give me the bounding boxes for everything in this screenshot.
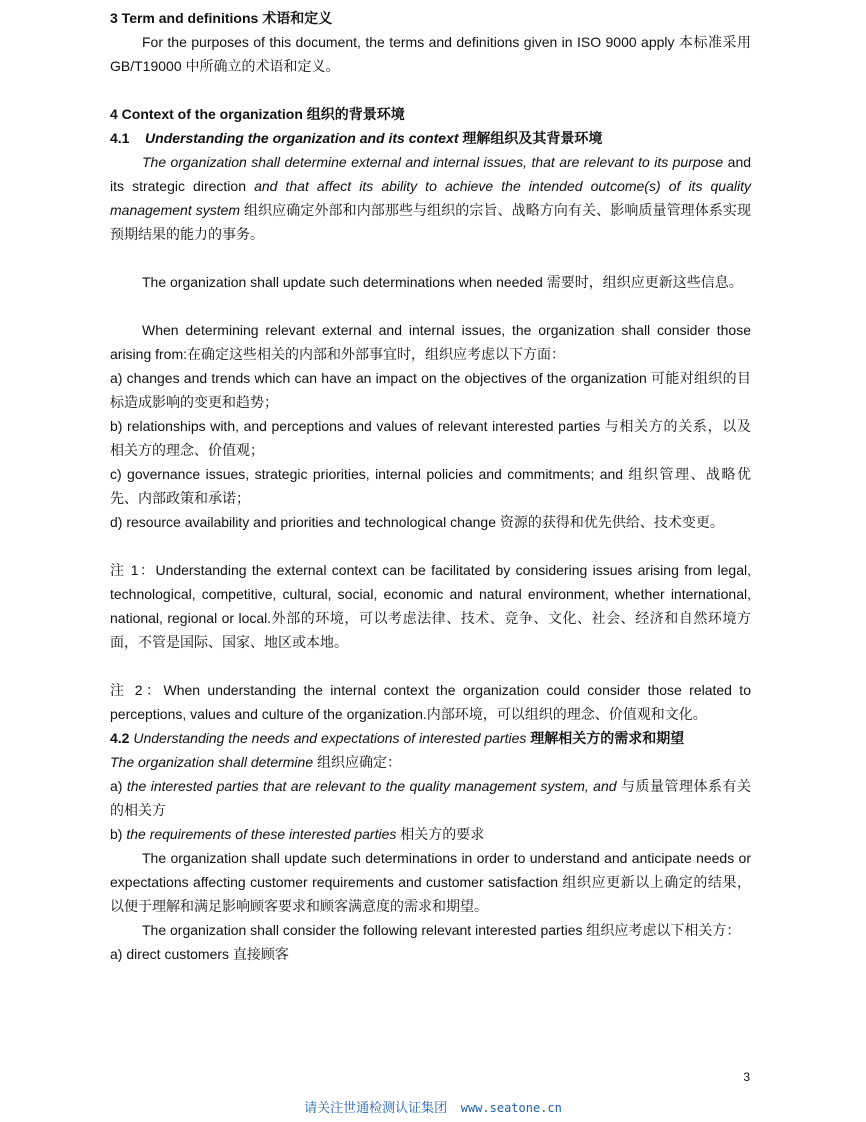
p1-part-a: The organization shall determine external and internal issues, that are relevant to its purpose — [142, 154, 724, 170]
section-4-2-title-zh: 理解相关方的需求和期望 — [530, 730, 685, 746]
list-item-b: b) relationships with, and perceptions and values of relevant interested parties 与相关方的关系，以及相关方的理念、价值观； — [110, 418, 751, 458]
section-4-2-item-b — [110, 822, 751, 846]
section-4-heading: 4 Context of the organization 组织的背景环境 — [110, 106, 405, 122]
section-3-paragraph: For the purposes of this document, the terms and definitions given in ISO 9000 apply 本标准采用 GB/T19000 中所确立的术语和定义。 — [110, 34, 751, 74]
item-a-label: a) — [110, 778, 123, 794]
section-4-2-direct-customers: a) direct customers 直接顾客 — [110, 946, 289, 962]
section-4-2-title-en: Understanding the needs and expectations of interested parties — [133, 730, 527, 746]
document-page — [110, 6, 751, 966]
footer-url[interactable]: www.seatone.cn — [460, 1101, 562, 1115]
item-a-zh: 与质量管理体系有关的相关方 — [110, 778, 752, 818]
section-4-1-paragraph-3: When determining relevant external and internal issues, the organization shall consider those arising from:在确定这些相关的内部和外部事宜时，组织应考虑以下方面： — [110, 322, 751, 362]
section-4-2-heading — [110, 726, 751, 750]
section-4-1-title-zh: 理解组织及其背景环境 — [462, 130, 603, 146]
page-footer — [0, 1097, 866, 1116]
list-item-c: c) governance issues, strategic priorities, internal policies and commitments; and 组织管理、战略优先、内部政策和承诺； — [110, 466, 751, 506]
list-item-a: a) changes and trends which can have an impact on the objectives of the organization 可能对组织的目标造成影响的变更和趋势； — [110, 370, 751, 410]
item-b-en: the requirements of these interested parties — [126, 826, 397, 842]
section-4-2-consider-paragraph: The organization shall consider the following relevant interested parties 组织应考虑以下相关方： — [142, 922, 741, 938]
p1-part-d: 组织应确定外部和内部那些与组织的宗旨、战略方向有关、影响质量管理体系实现预期结果的能力的事务。 — [110, 202, 751, 242]
section-4-1-heading — [110, 126, 751, 150]
footer-text: 请关注世通检测认证集团 — [304, 1100, 448, 1115]
section-4-1-number: 4.1 — [110, 130, 130, 146]
note-2: 注 2：When understanding the internal context the organization could consider those related to perceptions, values and culture of the organization.内部环境，可以组织的理念、价值观和文化。 — [110, 682, 751, 722]
section-4-2-intro — [110, 750, 751, 774]
section-4-2-item-a — [110, 774, 751, 822]
intro-en: The organization shall determine — [110, 754, 314, 770]
p1-part-b: and its strategic direction — [110, 154, 752, 194]
p1-part-c: and that affect its ability to achieve the intended outcome(s) of its quality management system — [110, 178, 751, 218]
section-4-2-number: 4.2 — [110, 730, 130, 746]
section-4-1-title-en: Understanding the organization and its context — [145, 130, 459, 146]
list-item-d: d) resource availability and priorities and technological change 资源的获得和优先供给、技术变更。 — [110, 514, 724, 530]
section-3-heading: 3 Term and definitions 术语和定义 — [110, 10, 333, 26]
section-4-1-paragraph-1 — [110, 150, 751, 246]
intro-zh: 组织应确定： — [317, 754, 402, 770]
item-a-en: the interested parties that are relevant to the quality management system, and — [126, 778, 617, 794]
page-number: 3 — [743, 1070, 750, 1084]
section-4-2-update-paragraph: The organization shall update such determinations in order to understand and anticipate needs or expectations affecting customer requirements and customer satisfaction 组织应更新以上确定的结果，以便于理解和满足影响顾客要求和顾客满意度的需求和期望。 — [110, 850, 751, 914]
item-b-zh: 相关方的要求 — [400, 826, 485, 842]
section-4-1-paragraph-2: The organization shall update such determinations when needed 需要时，组织应更新这些信息。 — [142, 274, 743, 290]
note-1: 注 1：Understanding the external context can be facilitated by considering issues arising from legal, technological, competitive, cultural, social, economic and natural environment, whether international, national, regional or local.外部的环境，可以考虑法律、技术、竞争、文化、社会、经济和自然环境方面，不管是国际、国家、地区或本地。 — [110, 562, 751, 650]
item-b-label: b) — [110, 826, 123, 842]
